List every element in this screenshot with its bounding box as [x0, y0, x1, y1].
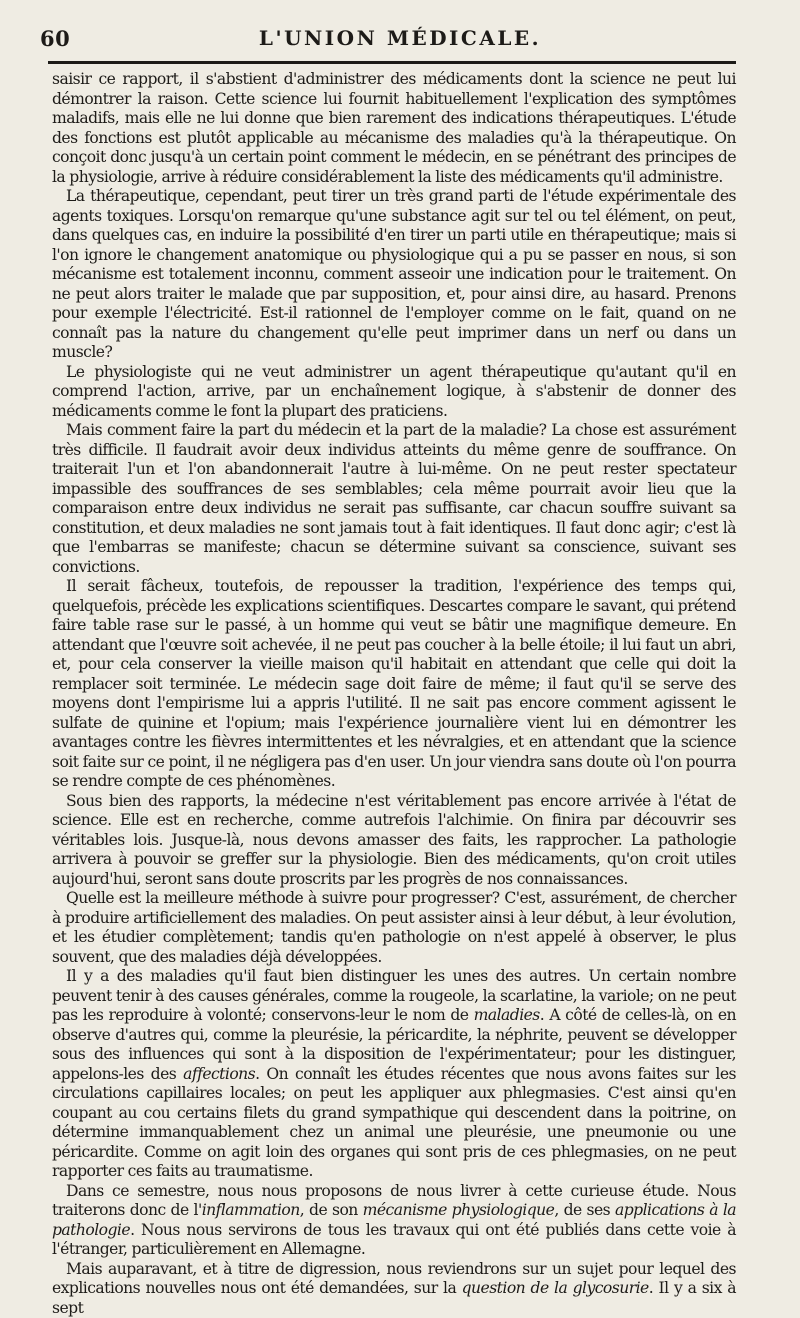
paragraph-10: [52, 1260, 736, 1318]
paragraph-1: saisir ce rapport, il s'abstient d'administrer des médicaments dont la science ne peut lui démontrer la raison. Cette science lui fournit habituellement l'explication des symptômes maladifs, mais elle ne lui donne que bien rarement des indications thérapeutiques. L'étude des fonctions est plutôt applicable au mécanisme des maladies qu'à la thérapeutique. On conçoit donc jusqu'à un certain point comment le médecin, en se pénétrant des principes de la physiologie, arrive à réduire considérablement la liste des médicaments qu'il administre.: [52, 70, 736, 187]
paragraph-9-text-c: , de ses: [554, 1201, 615, 1219]
paragraph-9: [52, 1182, 736, 1260]
body-text: [52, 70, 736, 1318]
paragraph-4: Mais comment faire la part du médecin et la part de la maladie? La chose est assurément très difficile. Il faudrait avoir deux individus atteints du même genre de souffrance. On traiterait l'un et l'on abandonnerait l'autre à lui-même. On ne peut rester spectateur impassible des souffrances de ses semblables; cela même pourrait avoir lieu que la comparaison entre deux individus ne serait pas suffisante, car chacun souffre suivant sa constitution, et deux maladies ne sont jamais tout à fait identiques. Il faut donc agir; c'est là que l'embarras se manifeste; chacun se détermine suivant sa conscience, suivant ses convictions.: [52, 421, 736, 577]
paragraph-8-text-a: Il y a des maladies qu'il faut bien distinguer les unes des autres. Un certain nombre peuvent tenir à des causes générales, comme la rougeole, la scarlatine, la variole; on ne peut pas les reproduire à volonté; conservons-leur le nom de: [52, 967, 736, 1024]
page-header: [0, 20, 800, 52]
paragraph-5: Il serait fâcheux, toutefois, de repousser la tradition, l'expérience des temps qui, quelquefois, précède les explications scientifiques. Descartes compare le savant, qui prétend faire table rase sur le passé, à un homme qui veut se bâtir une magnifique demeure. En attendant que l'œuvre soit achevée, il ne peut pas coucher à la belle étoile; il lui faut un abri, et, pour cela conserver la vieille maison qu'il habitait en attendant que celle qui doit la remplacer soit terminée. Le médecin sage doit faire de même; il faut qu'il se serve des moyens dont l'empirisme lui a appris l'utilité. Il ne sait pas encore comment agissent le sulfate de quinine et l'opium; mais l'expérience journalière vient lui en démontrer les avantages contre les fièvres intermittentes et les névralgies, et en attendant que la science soit faite sur ce point, il ne négligera pas d'en user. Un jour viendra sans doute où l'on pourra se rendre compte de ces phénomènes.: [52, 577, 736, 792]
paragraph-2: La thérapeutique, cependant, peut tirer un très grand parti de l'étude expérimentale des agents toxiques. Lorsqu'on remarque qu'une substance agit sur tel ou tel élément, on peut, dans quelques cas, en induire la possibilité d'en tirer un parti utile en thérapeutique; mais si l'on ignore le changement anatomique ou physiologique qui a pu se passer en nous, si son mécanisme est totalement inconnu, comment asseoir une indication pour le traitement. On ne peut alors traiter le malade que par supposition, et, pour ainsi dire, au hasard. Prenons pour exemple l'électricité. Est-il rationnel de l'employer comme on le fait, quand on ne connaît pas la nature du changement qu'elle peut imprimer dans un nerf ou dans un muscle?: [52, 187, 736, 363]
running-title: L'UNION MÉDICALE.: [0, 26, 800, 50]
paragraph-3: Le physiologiste qui ne veut administrer un agent thérapeutique qu'autant qu'il en comprend l'action, arrive, par un enchaînement logique, à s'abstenir de donner des médicaments comme le font la plupart des praticiens.: [52, 363, 736, 422]
italic-term-applications: applications à la pathologie: [52, 1201, 736, 1239]
paragraph-9-text-a: Dans ce semestre, nous nous proposons de nous livrer à cette curieuse étude. Nous traiterons donc de l': [52, 1182, 736, 1220]
paragraph-8-text-b: . A côté de celles-là, on en observe d'autres qui, comme la pleurésie, la péricardite, la néphrite, peuvent se développer sous des influences qui sont à la disposition de l'expérimentateur; pour les distinguer, appelons-les des: [52, 1006, 736, 1083]
paragraph-9-text-d: . Nous nous servirons de tous les travaux qui ont été publiés dans cette voie à l'étranger, particulièrement en Allemagne.: [52, 1221, 736, 1259]
paragraph-10-text-a: Mais auparavant, et à titre de digression, nous reviendrons sur un sujet pour lequel des explications nouvelles nous ont été demandées, sur la: [52, 1260, 736, 1298]
italic-term-mecanisme: mécanisme physiologique: [363, 1201, 555, 1219]
paragraph-8-text-c: . On connaît les études récentes que nous avons faites sur les circulations capillaires locales; on peut les appliquer aux phlegmasies. C'est ainsi qu'en coupant au cou certains filets du grand sympathique qui descendent dans la poitrine, on détermine immanquablement chez un animal une pleurésie, une pneumonie ou une péricardite. Comme on agit loin des organes qui sont pris de ces phlegmasies, on ne peut rapporter ces faits au traumatisme.: [52, 1065, 736, 1181]
italic-term-affections: affections: [183, 1065, 255, 1083]
italic-term-maladies: maladies: [474, 1006, 540, 1024]
paragraph-8: [52, 967, 736, 1182]
italic-term-inflammation: inflammation: [202, 1201, 300, 1219]
page-number: 60: [40, 26, 70, 51]
paragraph-6: Sous bien des rapports, la médecine n'est véritablement pas encore arrivée à l'état de science. Elle est en recherche, comme autrefois l'alchimie. On finira par découvrir ses véritables lois. Jusque-là, nous devons amasser des faits, les rapprocher. La pathologie arrivera à pouvoir se greffer sur la physiologie. Bien des médicaments, qu'on croit utiles aujourd'hui, seront sans doute proscrits par les progrès de nos connaissances.: [52, 792, 736, 890]
paragraph-7: Quelle est la meilleure méthode à suivre pour progresser? C'est, assurément, de chercher à produire artificiellement des maladies. On peut assister ainsi à leur début, à leur évolution, et les étudier complètement; tandis qu'en pathologie on n'est appelé à observer, le plus souvent, que des maladies déjà développées.: [52, 889, 736, 967]
header-rule: [48, 61, 736, 64]
italic-term-glycosurie: question de la glycosurie: [462, 1279, 649, 1297]
paragraph-10-text-b: . Il y a six à sept: [52, 1279, 736, 1317]
paragraph-9-text-b: , de son: [300, 1201, 363, 1219]
